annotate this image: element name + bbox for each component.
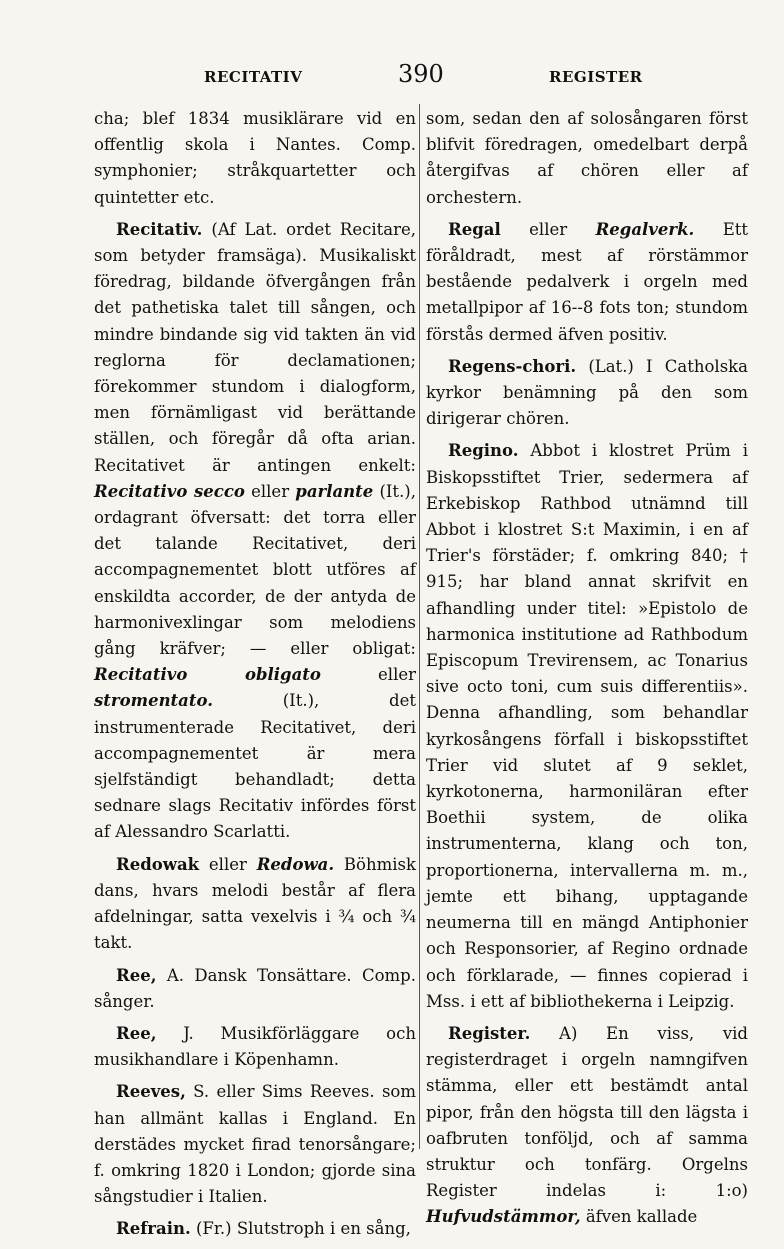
headword: Ree, (116, 1023, 157, 1043)
italic-term: Regalverk. (595, 219, 695, 239)
column-divider (419, 104, 420, 1149)
entry-text: cha; blef 1834 musiklärare vid en offentlig skola i Nantes. Comp. symphonier; stråkquartetter och quintetter etc. (94, 109, 416, 207)
entry-reeves (94, 1079, 416, 1210)
headword: Ree, (116, 965, 157, 985)
italic-term: stromentato. (94, 691, 213, 711)
entry-continuation (94, 106, 416, 211)
entry-ree-j (94, 1021, 416, 1073)
entry-recitativ (94, 217, 416, 846)
italic-term: Recitativo obligato (94, 665, 321, 685)
entry-text: Böhmisk dans, hvars melodi består af flera afdelningar, satta vexelvis i ¾ och ¾ takt. (94, 854, 416, 953)
entry-register (426, 1021, 748, 1231)
header-left-keyword: RECITATIV (204, 68, 303, 86)
headword: Refrain. (116, 1219, 191, 1239)
page-number: 390 (398, 60, 444, 88)
entry-text: Abbot i klostret Prüm i Biskopsstiftet Trier, sedermera af Erkebiskop Rathbod utnämnd till Abbot i klostret S:t Maximin, i en af Trier's förstäder; f. omkring 840; † 915; har bland annat skrifvit en afhandling under titel: »Epistolo de harmonica institutione ad Rathbodum Episcopum Trevirensem, ac Tonarius sive octo toni, cum suis differentiis». Denna afhandling, som behandlar kyrkosångens förfall i biskopsstiftet Trier vid slutet af 9 seklet, kyrkotonerna, harmoniläran efter Boethii system, de olika instrumenterna, klang och ton, proportionerna, intervallerna m. m., jemte ett bihang, upptagande neumerna till en mängd Antiphonier och Responsorier, af Regino ordnade och förklarade, — finnes copierad i Mss. i ett af bibliothekerna i Leipzig. (426, 441, 748, 1011)
entry-text: (Lat.) I Catholska kyrkor benämning på den som dirigerar chören. (426, 356, 748, 429)
entry-text: A) En viss, vid registerdraget i orgeln namngifven stämma, eller ett bestämdt antal pipor, från den högsta till den lägsta i oafbruten tonföljd, och af samma struktur och tonfärg. Orgelns Register indelas i: 1:o) (426, 1023, 748, 1201)
italic-term: Redowa. (256, 854, 335, 874)
italic-term: parlante (295, 481, 374, 501)
entry-redowak (94, 852, 416, 957)
headword: Regens-chori. (448, 356, 577, 376)
headword: Redowak (116, 854, 200, 874)
entry-regal (426, 217, 748, 348)
headword: Regino. (448, 441, 519, 461)
entry-text: som, sedan den af solosångaren först blifvit föredragen, omedelbart derpå återgifvas af chören eller af orchestern. (426, 109, 748, 207)
running-header (92, 60, 752, 94)
entry-text: (Fr.) Slutstroph i en sång, (190, 1219, 411, 1239)
entry-refrain (94, 1216, 416, 1242)
headword: Register. (448, 1023, 531, 1043)
left-column (94, 106, 416, 1249)
entry-text: eller (320, 665, 416, 685)
entry-text: äfven kallade (580, 1207, 698, 1227)
entry-text: S. eller Sims Reeves. som han allmänt kallas i England. En derstädes mycket firad tenorsångare; f. omkring 1820 i London; gjorde sina sångstudier i Italien. (94, 1082, 416, 1207)
entry-text: eller (199, 854, 257, 874)
entry-text: (It.), ordagrant öfversatt: det torra eller det talande Recitativet, deri accompagnementet blott utföres af enskildta accorder, de der antyda de harmonivexlingar som melodiens gång kräfver; — eller obligat: (94, 481, 416, 659)
italic-term: Hufvudstämmor, (426, 1207, 581, 1227)
headword: Recitativ. (116, 219, 203, 239)
entry-text: eller (244, 481, 296, 501)
headword: Reeves, (116, 1082, 186, 1102)
headword: Regal (448, 219, 501, 239)
entry-regens-chori (426, 354, 748, 433)
header-right-keyword: REGISTER (549, 68, 643, 86)
entry-ree-a (94, 963, 416, 1015)
entry-text: (Af Lat. ordet Recitare, som betyder framsäga). Musikaliskt föredrag, bildande öfvergången från det pathetiska talet till sången, och mindre bindande sig vid takten än vid reglorna för declamationen; förekommer stundom i dialogform, men förnämligast vid berättande ställen, och föregår då ofta arian. Recitativet är antingen enkelt: (94, 219, 416, 475)
italic-term: Recitativo secco (94, 481, 245, 501)
entry-text: J. Musikförläggare och musikhandlare i Köpenhamn. (94, 1023, 416, 1070)
entry-text: A. Dansk Tonsättare. Comp. sånger. (94, 965, 416, 1011)
entry-text: eller (500, 219, 596, 239)
entry-regino (426, 438, 748, 1014)
entry-text: Ett föråldradt, mest af rörstämmor bestående pedalverk i orgeln med metallpipor af 16--8 fots ton; stundom förstås dermed äfven positiv. (426, 219, 748, 344)
entry-continuation (426, 106, 748, 211)
entry-text: (It.), det instrumenterade Recitativet, deri accompagnementet är mera sjelfständigt behandladt; detta sednare slags Recitativ infördes först af Alessandro Scarlatti. (94, 691, 416, 842)
right-column (426, 106, 748, 1237)
